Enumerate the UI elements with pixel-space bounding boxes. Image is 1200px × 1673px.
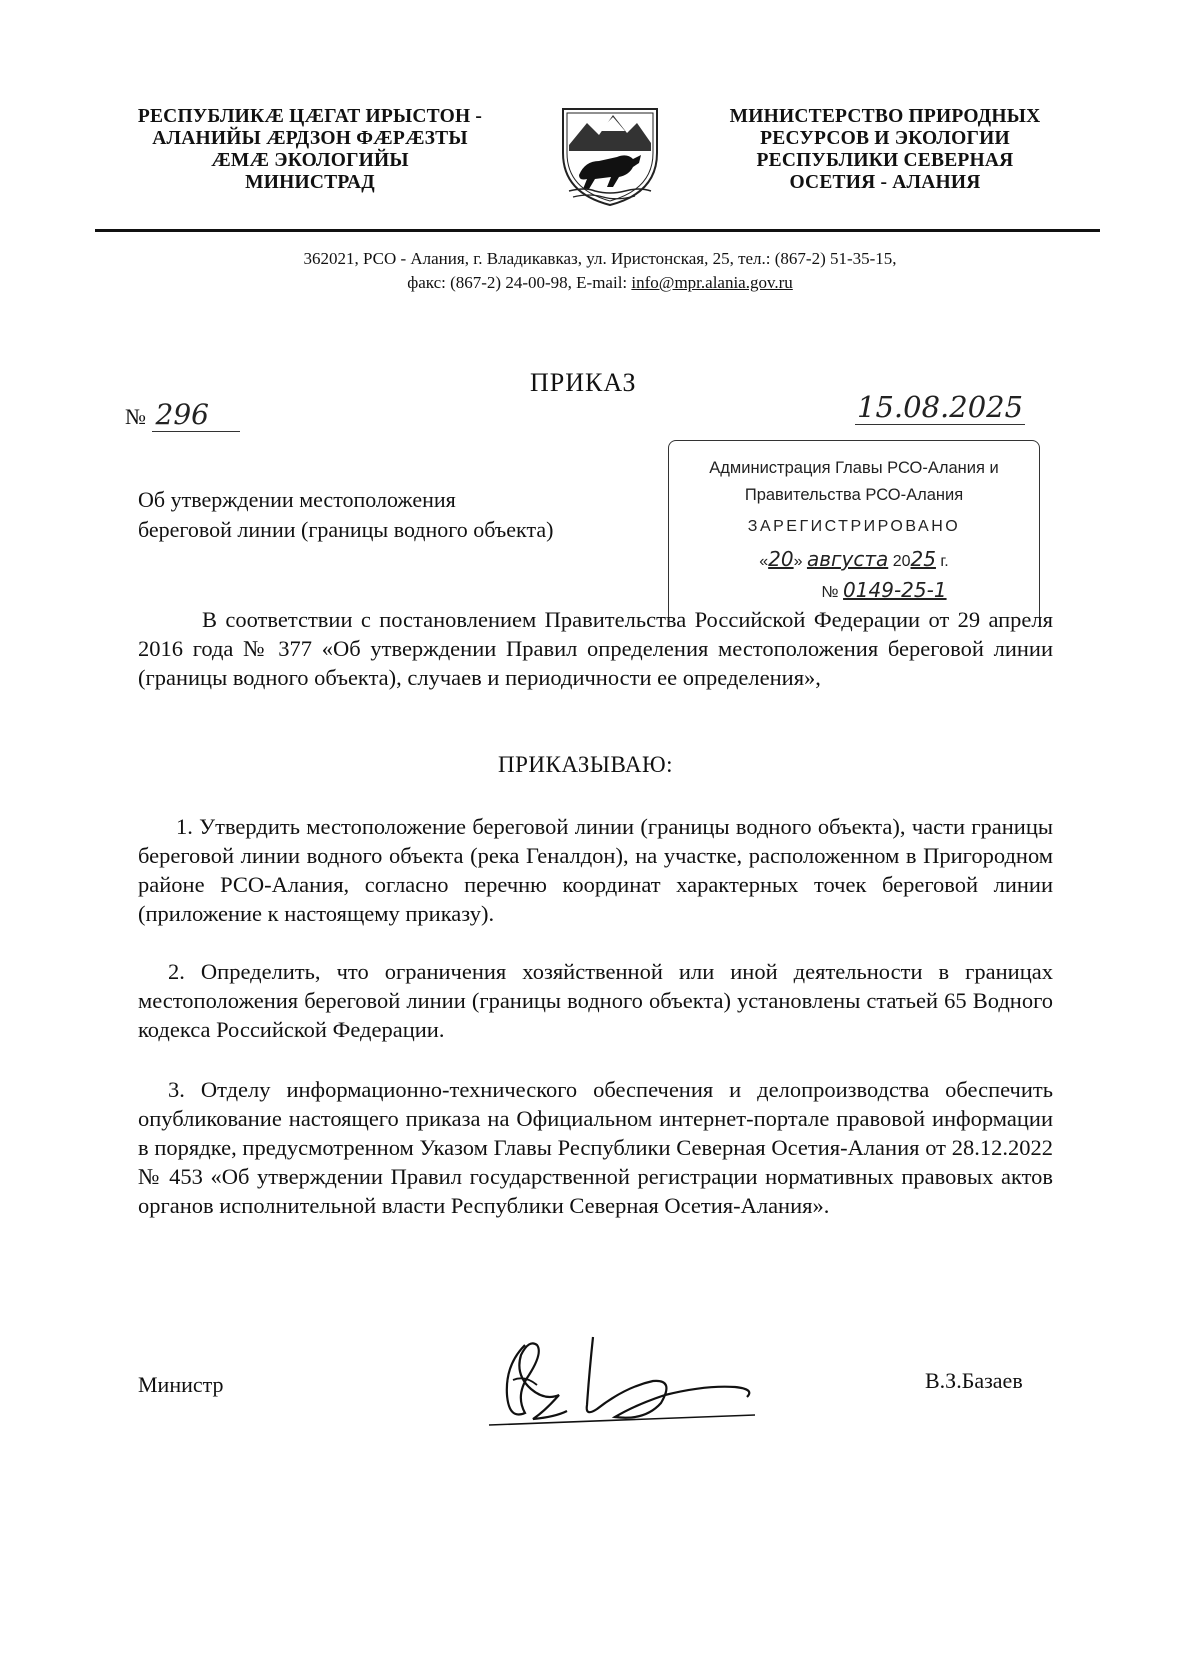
stamp-reg-prefix: № [821, 584, 839, 601]
order-word: ПРИКАЗЫВАЮ: [498, 752, 674, 777]
document-title: ПРИКАЗ [530, 368, 637, 397]
fax-text: факс: (867-2) 24-00-98, E-mail: [407, 273, 632, 292]
header-left-title [120, 106, 500, 194]
address-line-2 [130, 271, 1070, 295]
address-block [130, 247, 1070, 295]
order-item-1: 1. Утвердить местоположение береговой линии (границы водного объекта), части границы береговой линии водного объекта (река Геналдон), на участке, расположенном в Пригородном районе РСО-Алания, согласно перечню координат характерных точек береговой линии (приложение к настоящему приказу). [138, 814, 1053, 926]
stamp-registered: ЗАРЕГИСТРИРОВАНО [747, 518, 961, 535]
email-link[interactable]: info@mpr.alania.gov.ru [631, 273, 793, 292]
stamp-date: «20» августа 2025 г. [759, 547, 949, 571]
header-right-title [690, 106, 1080, 194]
header-right-line: РЕСПУБЛИКИ СЕВЕРНАЯ [756, 150, 1014, 171]
stamp-reg-number [669, 576, 1039, 607]
number-prefix: № [125, 404, 146, 429]
stamp-reg-value: 0149-25-1 [843, 578, 947, 602]
document-subject [138, 485, 553, 545]
header-left-line: МИНИСТРАД [245, 172, 375, 193]
address-line: 362021, РСО - Алания, г. Владикавказ, ул. Иристонская, 25, тел.: (867-2) 51-35-15, [303, 249, 897, 268]
stamp-year-prefix: 20 [892, 553, 911, 570]
stamp-year-end: г. [940, 553, 949, 570]
document-number [125, 398, 240, 432]
registration-stamp [668, 440, 1040, 617]
order-item-2: 2. Определить, что ограничения хозяйственной или иной деятельности в границах местоположения береговой линии (границы водного объекта) установлены статьей 65 Водного кодекса Российской Федерации. [138, 959, 1053, 1042]
stamp-year: 25 [910, 547, 936, 571]
header-left-line: ÆМÆ ЭКОЛОГИЙЫ [211, 150, 409, 171]
signatory-position: Министр [138, 1372, 224, 1397]
stamp-month: августа [806, 547, 889, 571]
stamp-line: Администрация Главы РСО-Алания и [709, 459, 999, 477]
header-right-line: ОСЕТИЯ - АЛАНИЯ [789, 172, 981, 193]
header-right-line: МИНИСТЕРСТВО ПРИРОДНЫХ [729, 106, 1041, 127]
preamble-paragraph: В соответствии с постановлением Правительства Российской Федерации от 29 апреля 2016 года № 377 «Об утверждении Правил определения местоположения береговой линии (границы водного объекта), случаев и периодичности ее определения», [138, 607, 1053, 690]
subject-line: береговой линии (границы водного объекта) [138, 517, 554, 542]
stamp-day: 20 [768, 547, 794, 571]
header-right-line: РЕСУРСОВ И ЭКОЛОГИИ [760, 128, 1010, 149]
coat-of-arms-emblem-icon [555, 95, 665, 210]
stamp-line: Правительства РСО-Алания [744, 486, 964, 504]
order-item-3: 3. Отделу информационно-технического обеспечения и делопроизводства обеспечить опубликование настоящего приказа на Официальном интернет-портале правовой информации в порядке, предусмотренном Указом Главы Республики Северная Осетия-Алания от 28.12.2022 № 453 «Об утверждении Правил государственной регистрации нормативных правовых актов органов исполнительной власти Республики Северная Осетия-Алания». [138, 1077, 1053, 1218]
header-left-line: АЛАНИЙЫ ÆРДЗОН ФÆРÆЗТЫ [152, 128, 468, 149]
document-date: 15.08.2025 [857, 390, 1024, 424]
header-left-line: РЕСПУБЛИКÆ ЦÆГАТ ИРЫСТОН - [137, 106, 483, 127]
subject-line: Об утверждении местоположения [138, 487, 456, 512]
number-value: 296 [152, 398, 240, 432]
header-divider [95, 229, 1100, 232]
signatory-name: В.З.Базаев [925, 1368, 1023, 1393]
handwritten-signature [485, 1325, 785, 1435]
